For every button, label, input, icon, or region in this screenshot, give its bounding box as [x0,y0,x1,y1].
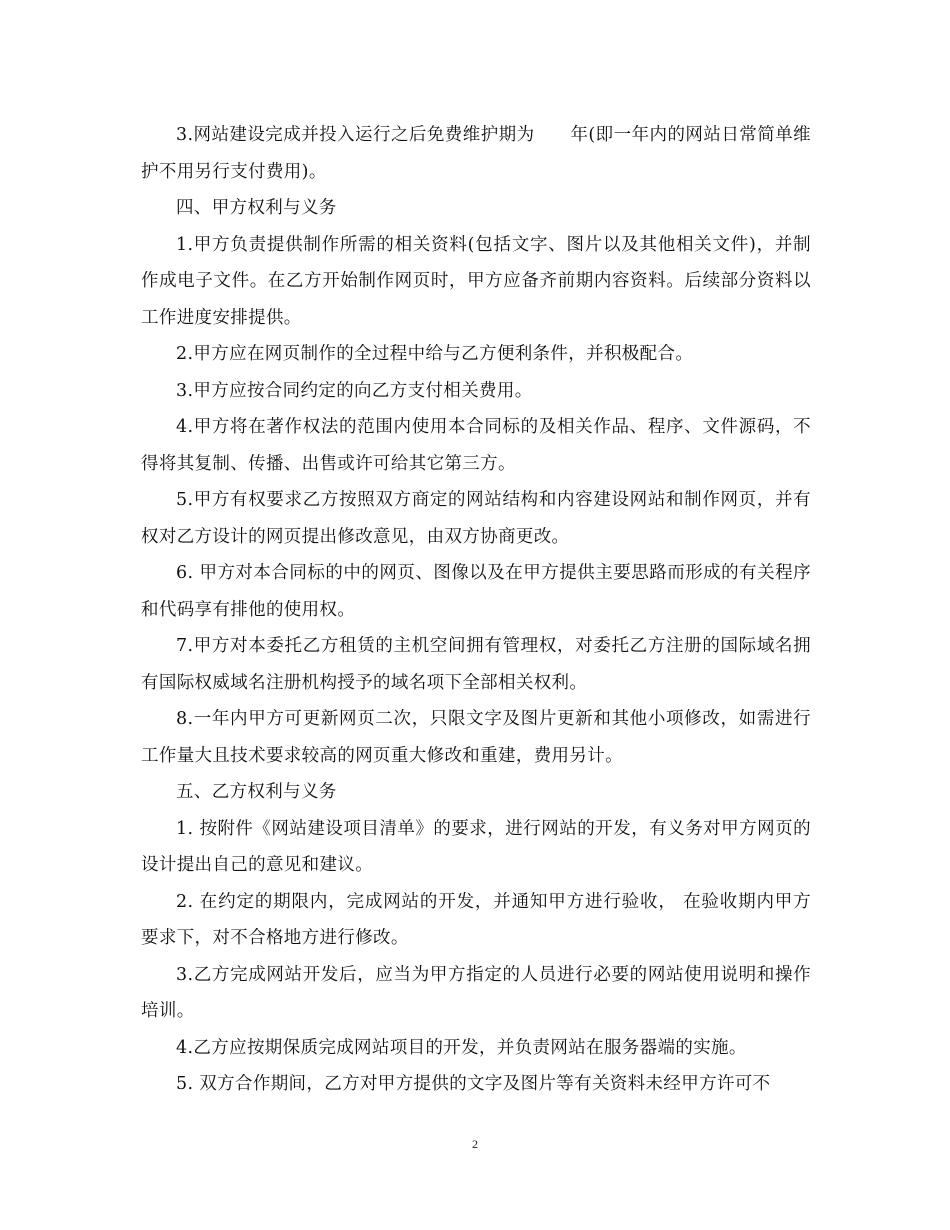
paragraph-b-clause-1: 1. 按附件《网站建设项目清单》的要求，进行网站的开发，有义务对甲方网页的设计提出自己的意见和建议。 [141,818,811,875]
paragraph-a-clause-1: 1.甲方负责提供制作所需的相关资料(包括文字、图片以及其他相关文件)，并制作成电子文件。在乙方开始制作网页时，甲方应备齐前期内容资料。后续部分资料以工作进度安排提供。 [141,234,811,328]
paragraph-a-clause-6: 6. 甲方对本合同标的中的网页、图像以及在甲方提供主要思路而形成的有关程序和代码享有排他的使用权。 [141,563,811,620]
paragraph-b-clause-2: 2. 在约定的期限内，完成网站的开发，并通知甲方进行验收， 在验收期内甲方要求下，对不合格地方进行修改。 [141,891,811,948]
paragraph-a-clause-4: 4.甲方将在著作权法的范围内使用本合同标的及相关作品、程序、文件源码，不得将其复制、传播、出售或许可给其它第三方。 [141,417,811,474]
page-number: 2 [472,1137,478,1151]
paragraph-b-clause-4: 4.乙方应按期保质完成网站项目的开发，并负责网站在服务器端的实施。 [176,1037,747,1058]
section-heading-party-a: 四、甲方权利与义务 [176,198,337,218]
paragraph-a-clause-5: 5.甲方有权要求乙方按照双方商定的网站结构和内容建设网站和制作网页，并有权对乙方设计的网页提出修改意见，由双方协商更改。 [141,490,811,547]
paragraph-a-clause-8: 8.一年内甲方可更新网页二次，只限文字及图片更新和其他小项修改，如需进行工作量大且技术要求较高的网页重大修改和重建，费用另计。 [141,709,811,766]
paragraph-a-clause-3: 3.甲方应按合同约定的向乙方支付相关费用。 [176,380,533,401]
paragraph-b-clause-3: 3.乙方完成网站开发后，应当为甲方指定的人员进行必要的网站使用说明和操作培训。 [141,964,811,1021]
document-body [141,117,811,1103]
paragraph-b-clause-5: 5. 双方合作期间，乙方对甲方提供的文字及图片等有关资料未经甲方许可不 [176,1074,771,1094]
paragraph-maintenance-period: 3.网站建设完成并投入运行之后免费维护期为 年(即一年内的网站日常简单维护不用另行支付费用)。 [141,125,811,182]
paragraph-a-clause-7: 7.甲方对本委托乙方租赁的主机空间拥有管理权，对委托乙方注册的国际域名拥有国际权威域名注册机构授予的域名项下全部相关权利。 [141,636,811,693]
section-heading-party-b: 五、乙方权利与义务 [176,782,337,802]
paragraph-a-clause-2: 2.甲方应在网页制作的全过程中给与乙方便利条件，并积极配合。 [176,344,694,364]
